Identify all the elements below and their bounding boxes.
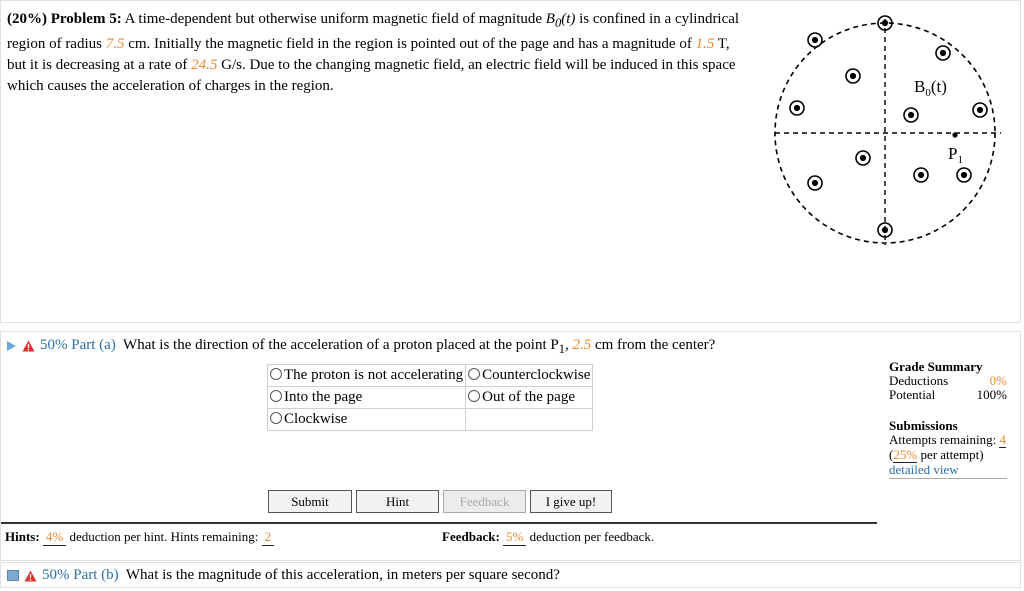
submit-button[interactable]: Submit <box>268 490 352 513</box>
problem-weight: (20%) <box>7 11 47 27</box>
radio-button-icon[interactable] <box>270 368 282 380</box>
answer-choices <box>267 364 593 431</box>
hint-button[interactable]: Hint <box>356 490 439 513</box>
radio-button-icon[interactable] <box>468 368 480 380</box>
part-b-label: Part (b) <box>73 567 119 583</box>
problem-text-5: G/s. Due to the changing magnetic field, an electric field will be induced in this space which causes the acceleration of charges in the region. <box>7 57 736 94</box>
part-b-percent: 50% <box>42 567 70 583</box>
empty-cell <box>466 409 593 431</box>
choice-not-accelerating[interactable]: The proton is not accelerating <box>268 365 466 387</box>
field-subscript: 0 <box>554 16 562 30</box>
radio-button-icon[interactable] <box>468 390 480 402</box>
magnetic-field-diagram <box>771 11 1003 249</box>
problem-title: Problem 5: <box>50 11 122 27</box>
collapse-square-icon[interactable] <box>7 570 19 581</box>
give-up-button[interactable]: I give up! <box>530 490 612 513</box>
potential-row: Potential 100% <box>889 387 1007 402</box>
field-dot-icon <box>973 103 987 117</box>
submissions-title: Submissions <box>889 418 958 433</box>
field-dot-icon <box>904 108 918 122</box>
choice-into-page[interactable]: Into the page <box>268 387 466 409</box>
field-dot-icon <box>856 151 870 165</box>
field-out-of-page-markers <box>790 16 987 237</box>
problem-statement <box>7 9 752 97</box>
field-dot-icon <box>957 168 971 182</box>
attempts-remaining: Attempts remaining: 4 <box>889 432 1006 447</box>
part-a-header <box>7 335 715 359</box>
rate-value: 24.5 <box>191 57 218 73</box>
field-dot-icon <box>808 33 822 47</box>
detailed-view-link[interactable]: detailed view <box>889 463 1007 479</box>
part-b-header <box>7 565 560 585</box>
grade-summary-title: Grade Summary <box>889 359 983 374</box>
expand-triangle-icon[interactable] <box>7 341 16 351</box>
field-label: $B_0(t)$ <box>914 77 947 99</box>
warning-icon <box>22 340 35 352</box>
part-a-label: Part (a) <box>71 337 116 353</box>
part-a-panel <box>0 331 1021 561</box>
problem-text-1: A time-dependent but otherwise uniform magnetic field of magnitude <box>124 11 546 27</box>
deductions-row: Deductions 0% <box>889 373 1007 388</box>
part-b-panel <box>0 562 1021 588</box>
field-dot-icon <box>846 69 860 83</box>
warning-icon <box>24 570 37 582</box>
hints-info: Hints: 4% deduction per hint. Hints remaining: 2 <box>5 529 274 546</box>
point-p1-label: $P_1$ <box>948 144 963 166</box>
field-dot-icon <box>914 168 928 182</box>
problem-text-2: is confined in a cylindrical region of radius <box>7 11 740 52</box>
part-a-percent: 50% <box>40 337 68 353</box>
distance-value: 2.5 <box>572 337 592 353</box>
per-attempt-info: (25% per attempt) <box>889 447 984 462</box>
field-dot-icon <box>808 176 822 190</box>
radio-button-icon[interactable] <box>270 390 282 402</box>
grade-summary <box>889 360 1007 479</box>
field-dot-icon <box>936 46 950 60</box>
problem-text-4: T, but it is decreasing at a rate of <box>7 36 730 73</box>
choice-clockwise[interactable]: Clockwise <box>268 409 466 431</box>
magnitude-value: 1.5 <box>695 36 715 52</box>
part-b-question: What is the magnitude of this acceleration, in meters per square second? <box>125 567 560 583</box>
feedback-button: Feedback <box>443 490 526 513</box>
choice-counterclockwise[interactable]: Counterclockwise <box>466 365 593 387</box>
point-p1-marker <box>952 132 957 137</box>
hints-remaining: 2 <box>262 529 275 546</box>
part-a-question: What is the direction of the acceleration of a proton placed at the point $P_1$, 2.5 cm from the center? <box>123 337 716 356</box>
field-argument: (t) <box>561 11 576 27</box>
radius-value: 7.5 <box>105 36 125 52</box>
hints-feedback-bar <box>1 522 877 554</box>
field-symbol: B <box>545 11 555 27</box>
field-dot-icon <box>878 223 892 237</box>
choice-out-of-page[interactable]: Out of the page <box>466 387 593 409</box>
problem-text-3: cm. Initially the magnetic field in the region is pointed out of the page and has a magnitude of <box>124 36 696 52</box>
field-dot-icon <box>790 101 804 115</box>
radio-button-icon[interactable] <box>270 412 282 424</box>
feedback-info: Feedback: 5% deduction per feedback. <box>442 529 655 544</box>
